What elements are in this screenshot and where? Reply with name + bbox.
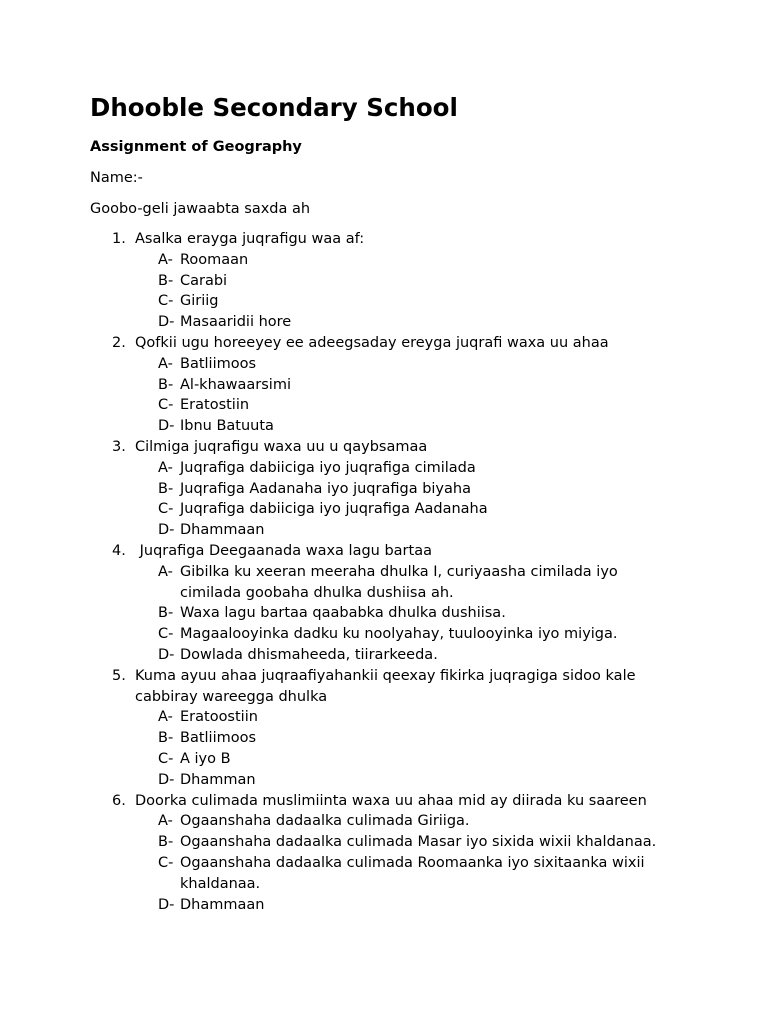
option-text: Dowlada dhismaheeda, tiirarkeeda. <box>180 646 438 663</box>
question-number: 3. <box>112 438 126 455</box>
question-number: 2. <box>112 334 126 351</box>
option-c <box>0 395 768 416</box>
option-text: Dhamman <box>180 771 256 788</box>
option-d <box>0 895 768 916</box>
option-label: B- <box>158 376 174 393</box>
option-text: Al-khawaarsimi <box>180 376 291 393</box>
option-label: C- <box>158 293 174 310</box>
option-d <box>0 416 768 437</box>
option-label: A- <box>158 355 173 372</box>
option-text: Juqrafiga dabiiciga iyo juqrafiga cimilada <box>180 459 476 476</box>
question-text: Asalka erayga juqrafigu waa af: <box>135 231 365 247</box>
question-3 <box>0 437 768 541</box>
option-text: Carabi <box>180 272 228 289</box>
option-text: Dhammaan <box>180 522 265 539</box>
option-d <box>0 770 768 791</box>
option-label: C- <box>158 854 174 871</box>
option-text: A iyo B <box>180 750 231 767</box>
option-label: D- <box>158 771 175 788</box>
option-d <box>0 645 768 666</box>
option-text: Juqrafiga Aadanaha iyo juqrafiga biyaha <box>180 480 471 497</box>
question-text: Kuma ayuu ahaa juqraafiyahankii qeexay fikirka juqragiga sidoo kale cabbiray wareegga dhulka <box>135 667 636 705</box>
option-c <box>0 624 768 645</box>
option-text: Ogaanshaha dadaalka culimada Masar iyo sixida wixii khaldanaa. <box>180 834 657 851</box>
option-label: C- <box>158 626 174 643</box>
option-c <box>0 853 768 895</box>
option-d <box>0 312 768 333</box>
option-label: B- <box>158 480 174 497</box>
option-c <box>0 291 768 312</box>
instruction-text: Goobo-geli jawaabta saxda ah <box>90 201 311 217</box>
question-number: 4. <box>112 542 126 559</box>
page-title: Dhooble Secondary School <box>90 93 458 122</box>
option-text: Roomaan <box>180 251 249 268</box>
option-a <box>0 562 768 604</box>
option-text: Ogaanshaha dadaalka culimada Giriiga. <box>180 813 470 830</box>
option-label: B- <box>158 834 174 851</box>
option-text: Masaaridii hore <box>180 314 292 331</box>
question-number: 5. <box>112 667 126 684</box>
option-b <box>0 375 768 396</box>
question-6 <box>0 791 768 916</box>
question-text: Doorka culimada muslimiinta waxa uu ahaa mid ay diirada ku saareen <box>135 792 647 809</box>
option-b <box>0 832 768 853</box>
option-label: A- <box>158 459 173 476</box>
option-a <box>0 707 768 728</box>
option-d <box>0 520 768 541</box>
question-2 <box>0 333 768 437</box>
question-text: Juqrafiga Deegaanada waxa lagu bartaa <box>135 542 432 559</box>
option-a <box>0 354 768 375</box>
option-label: B- <box>158 730 174 747</box>
option-label: D- <box>158 646 175 663</box>
option-text: Ogaanshaha dadaalka culimada Roomaanka iyo sixitaanka wixii khaldanaa. <box>180 854 645 892</box>
question-number: 1. <box>112 231 126 247</box>
option-text: Dhammaan <box>180 896 265 913</box>
option-label: A- <box>158 251 173 268</box>
question-4 <box>0 541 768 666</box>
option-text: Giriig <box>180 293 219 310</box>
option-text: Gibilka ku xeeran meeraha dhulka I, curiyaasha cimilada iyo cimilada goobaha dhulka dushiisa ah. <box>180 563 618 601</box>
option-label: C- <box>158 501 174 518</box>
question-1 <box>0 229 768 333</box>
option-b <box>0 479 768 500</box>
option-label: D- <box>158 896 175 913</box>
option-label: B- <box>158 272 174 289</box>
option-text: Ibnu Batuuta <box>180 418 274 435</box>
option-c <box>0 499 768 520</box>
option-text: Eratostiin <box>180 397 250 414</box>
option-label: D- <box>158 522 175 539</box>
option-label: C- <box>158 750 174 767</box>
option-a <box>0 458 768 479</box>
option-c <box>0 749 768 770</box>
option-text: Magaalooyinka dadku ku noolyahay, tuulooyinka iyo miyiga. <box>180 626 618 643</box>
name-label: Name:- <box>90 170 143 186</box>
option-label: D- <box>158 418 175 435</box>
question-list <box>0 229 768 915</box>
option-b <box>0 603 768 624</box>
assignment-title: Assignment of Geography <box>90 139 302 155</box>
question-5 <box>0 666 768 791</box>
option-text: Juqrafiga dabiiciga iyo juqrafiga Aadanaha <box>180 501 488 518</box>
option-a <box>0 250 768 271</box>
option-a <box>0 811 768 832</box>
question-number: 6. <box>112 792 126 809</box>
option-label: A- <box>158 813 173 830</box>
question-text: Cilmiga juqrafigu waxa uu u qaybsamaa <box>135 438 428 455</box>
question-text: Qofkii ugu horeeyey ee adeegsaday ereyga juqrafi waxa uu ahaa <box>135 334 609 351</box>
option-label: A- <box>158 709 173 726</box>
option-label: D- <box>158 314 175 331</box>
option-b <box>0 271 768 292</box>
option-text: Batliimoos <box>180 355 257 372</box>
option-text: Batliimoos <box>180 730 257 747</box>
option-label: B- <box>158 605 174 622</box>
option-label: A- <box>158 563 173 580</box>
option-text: Waxa lagu bartaa qaababka dhulka dushiisa. <box>180 605 506 622</box>
option-b <box>0 728 768 749</box>
option-text: Eratoostiin <box>180 709 258 726</box>
option-label: C- <box>158 397 174 414</box>
